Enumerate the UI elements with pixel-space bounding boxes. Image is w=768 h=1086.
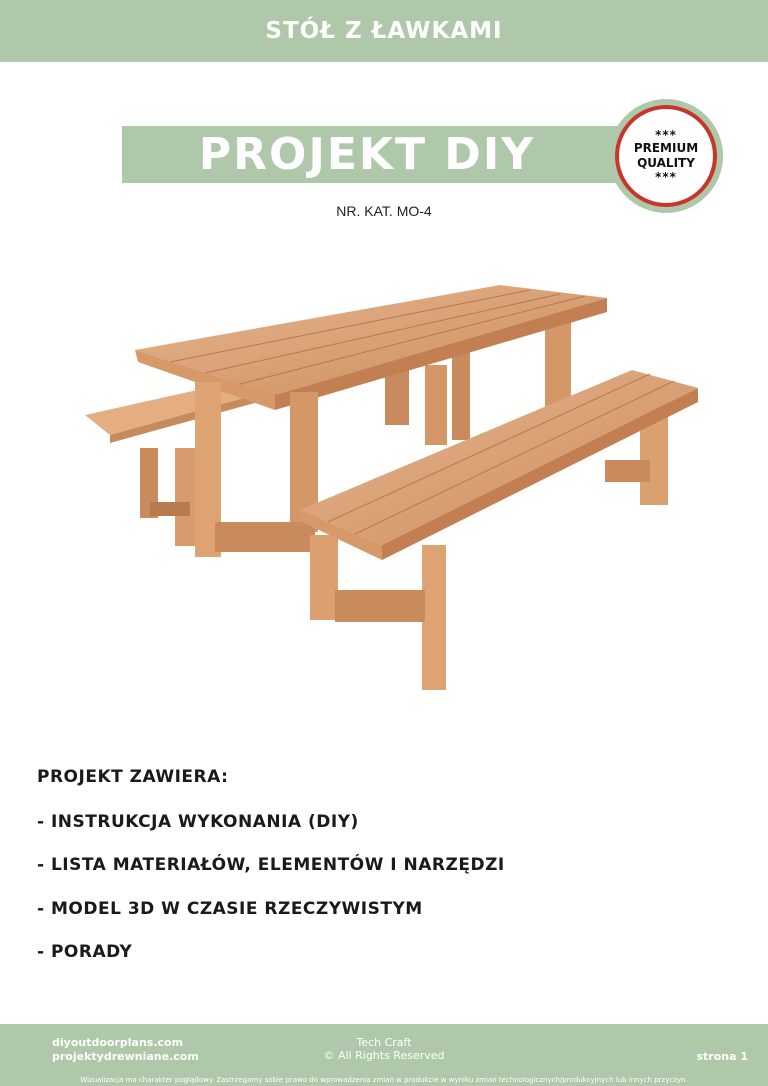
contents-heading: PROJEKT ZAWIERA: (37, 767, 229, 787)
badge-inner (619, 109, 713, 203)
catalog-number: NR. KAT. MO-4 (336, 203, 432, 219)
table-with-benches-image (80, 270, 710, 700)
badge-stars-top: *** (655, 128, 677, 142)
website-link[interactable]: diyoutdoorplans.com (52, 1036, 184, 1049)
badge-line-quality: QUALITY (637, 156, 695, 170)
disclaimer: Wizualizacja ma charakter poglądowy. Zastrzegamy sobie prawo do wprowadzenia zmian w produkcie w wyniku zmian technologicznych/produkcyjnych lub innych przyczyn. (80, 1076, 688, 1084)
feature-item: - LISTA MATERIAŁÓW, ELEMENTÓW I NARZĘDZI (37, 855, 505, 875)
badge-stars-bottom: *** (655, 170, 677, 184)
website-link[interactable]: projektydrewniane.com (52, 1050, 199, 1063)
table-leg (425, 365, 447, 445)
table-leg (452, 350, 470, 440)
feature-item: - MODEL 3D W CZASIE RZECZYWISTYM (37, 899, 423, 919)
table-leg-brace (215, 522, 315, 552)
document-title: STÓŁ Z ŁAWKAMI (265, 18, 503, 44)
front-bench (300, 370, 698, 690)
project-banner (122, 126, 642, 183)
banner-title: PROJEKT DIY (198, 129, 536, 180)
footer-bar (0, 1024, 768, 1086)
brand-name: Tech Craft (356, 1036, 412, 1049)
feature-item: - INSTRUKCJA WYKONANIA (DIY) (37, 812, 359, 832)
premium-quality-badge (609, 99, 723, 213)
badge-ring (615, 105, 717, 207)
header-bar (0, 0, 768, 62)
badge-line-premium: PREMIUM (633, 141, 699, 155)
page-number: strona 1 (696, 1050, 748, 1063)
feature-item: - PORADY (37, 942, 133, 962)
copyright: © All Rights Reserved (323, 1049, 445, 1062)
